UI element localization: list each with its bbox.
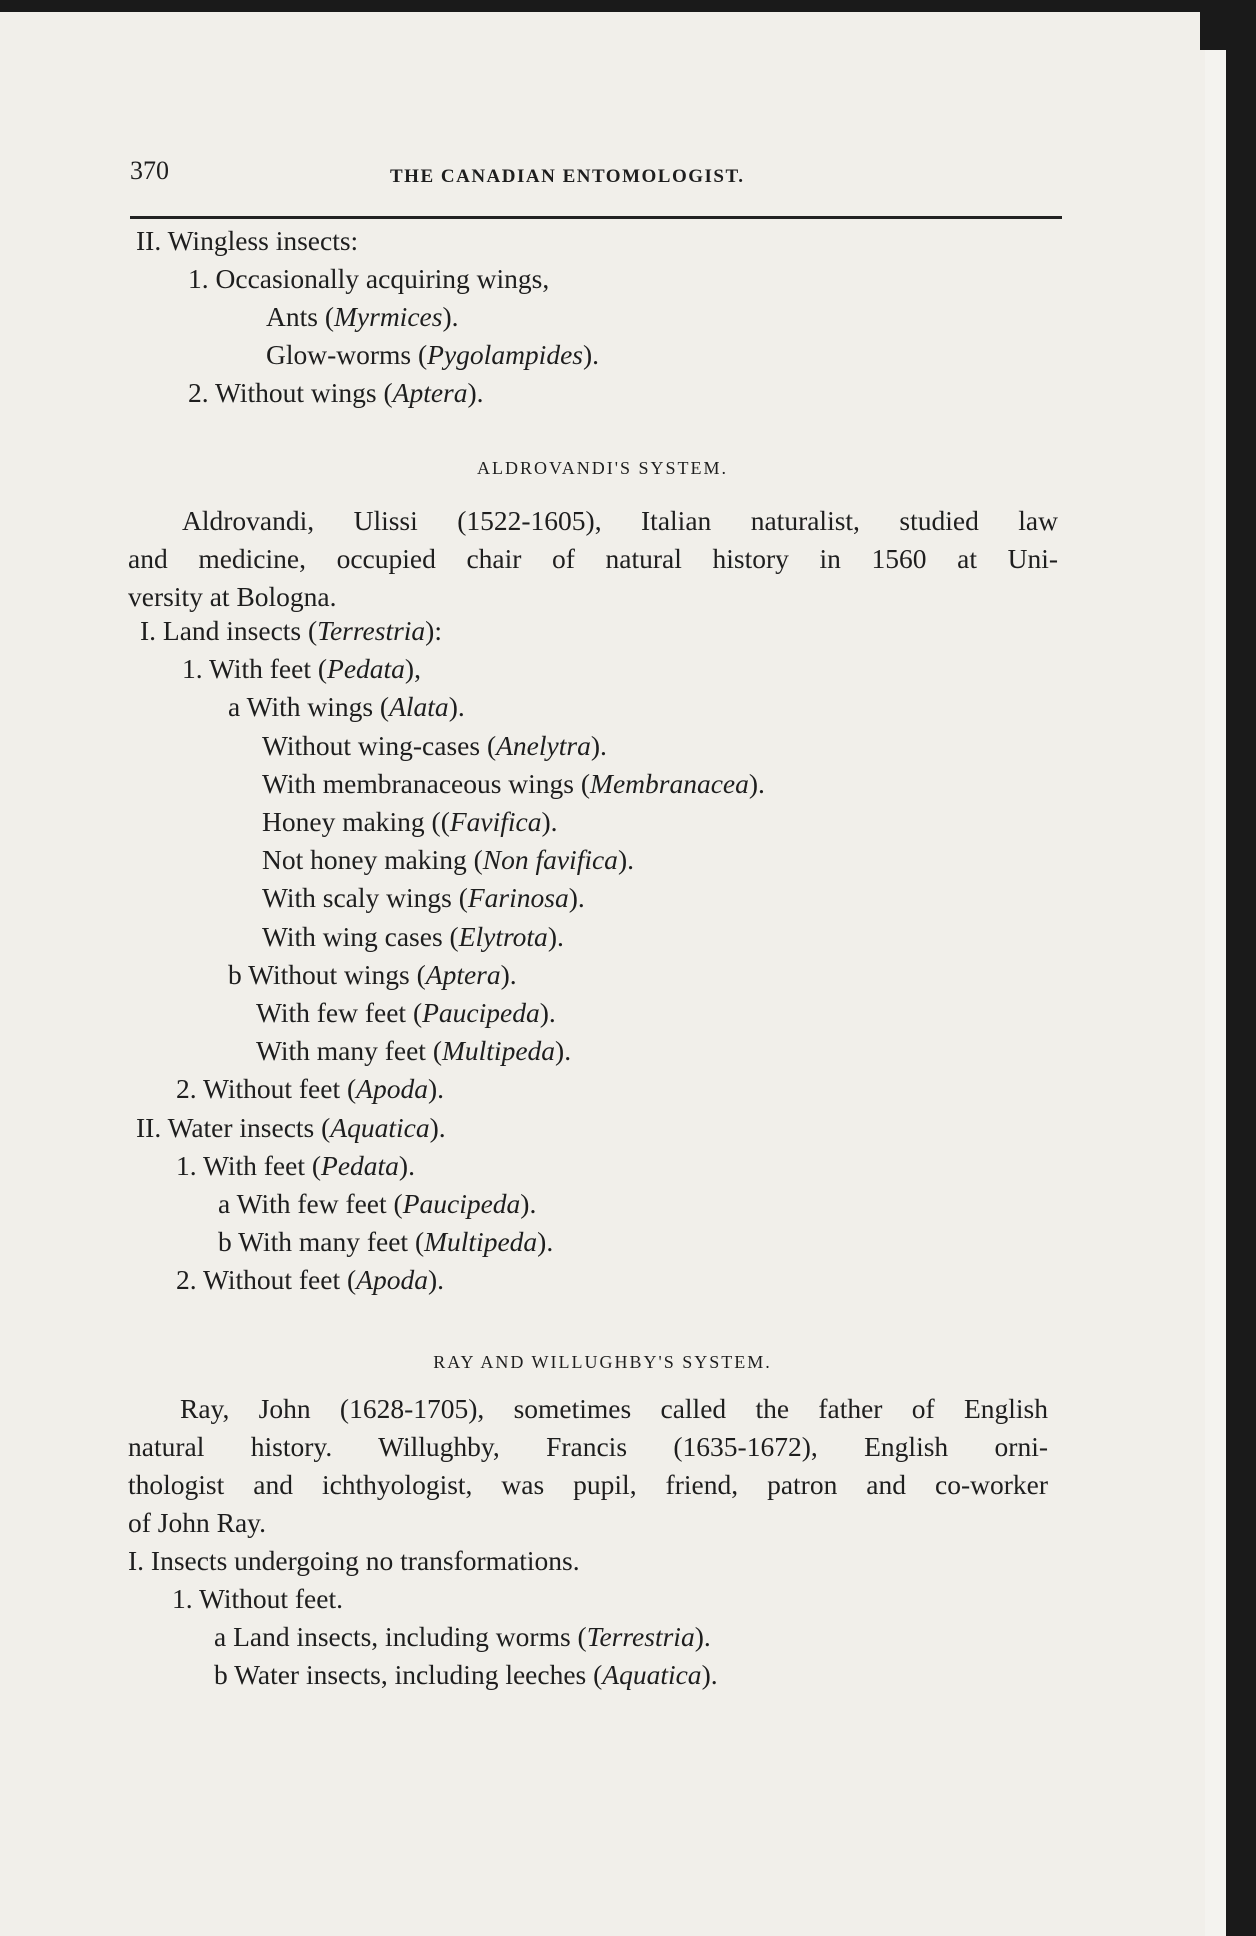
list-item: I. Land insects (Terrestria):: [140, 615, 442, 646]
list-item: Without wing-cases (Anelytra).: [262, 730, 607, 761]
section-heading-ray-willughby: RAY AND WILLUGHBY'S SYSTEM.: [433, 1352, 772, 1372]
list-item: I. Insects undergoing no transformations.: [128, 1545, 580, 1576]
list-item: 2. Without feet (Apoda).: [176, 1073, 445, 1104]
list-item: 2. Without wings (Aptera).: [188, 377, 484, 408]
list-item: 1. Without feet.: [172, 1583, 343, 1614]
list-item: Not honey making (Non favifica).: [262, 844, 634, 875]
paragraph-line: natural history. Willughby, Francis (1635-1672), English orni-: [128, 1431, 1048, 1462]
list-item: b With many feet (Multipeda).: [218, 1226, 554, 1257]
paragraph-line: versity at Bologna.: [128, 581, 337, 612]
page-header: [130, 150, 1060, 190]
list-item: Ants (Myrmices).: [266, 301, 459, 332]
list-item: 1. Occasionally acquiring wings,: [188, 263, 550, 294]
paragraph-line: thologist and ichthyologist, was pupil, friend, patron and co-worker: [128, 1469, 1048, 1500]
scan-edge-corner: [1200, 0, 1256, 50]
page-number: 370: [130, 156, 169, 185]
list-item: 1. With feet (Pedata).: [176, 1150, 415, 1181]
paragraph-line: of John Ray.: [128, 1507, 266, 1538]
list-item: With scaly wings (Farinosa).: [262, 882, 585, 913]
list-item: II. Wingless insects:: [136, 225, 359, 256]
header-rule: [130, 216, 1062, 219]
list-item: With membranaceous wings (Membranacea).: [262, 768, 765, 799]
scan-edge-bar: [1226, 50, 1256, 1936]
paragraph-line: and medicine, occupied chair of natural history in 1560 at Uni-: [128, 543, 1058, 574]
list-item: a With few feet (Paucipeda).: [218, 1188, 537, 1219]
list-item: With few feet (Paucipeda).: [256, 997, 556, 1028]
paragraph-line: Aldrovandi, Ulissi (1522-1605), Italian naturalist, studied law: [182, 505, 1058, 536]
running-title: THE CANADIAN ENTOMOLOGIST.: [390, 166, 745, 187]
list-item: II. Water insects (Aquatica).: [136, 1112, 446, 1143]
list-item: With wing cases (Elytrota).: [262, 921, 564, 952]
scan-edge-top: [0, 0, 1256, 12]
list-item: b Without wings (Aptera).: [228, 959, 517, 990]
section-heading-aldrovandi: ALDROVANDI'S SYSTEM.: [477, 458, 728, 478]
list-item: Glow-worms (Pygolampides).: [266, 339, 600, 370]
list-item: b Water insects, including leeches (Aquatica).: [214, 1659, 718, 1690]
list-item: Honey making ((Favifica).: [262, 806, 558, 837]
list-item: a Land insects, including worms (Terrestria).: [214, 1621, 711, 1652]
list-item: 2. Without feet (Apoda).: [176, 1264, 445, 1295]
list-item: 1. With feet (Pedata),: [182, 653, 421, 684]
paragraph-line: Ray, John (1628-1705), sometimes called the father of English: [180, 1393, 1048, 1424]
list-item: With many feet (Multipeda).: [256, 1035, 572, 1066]
list-item: a With wings (Alata).: [228, 691, 465, 722]
